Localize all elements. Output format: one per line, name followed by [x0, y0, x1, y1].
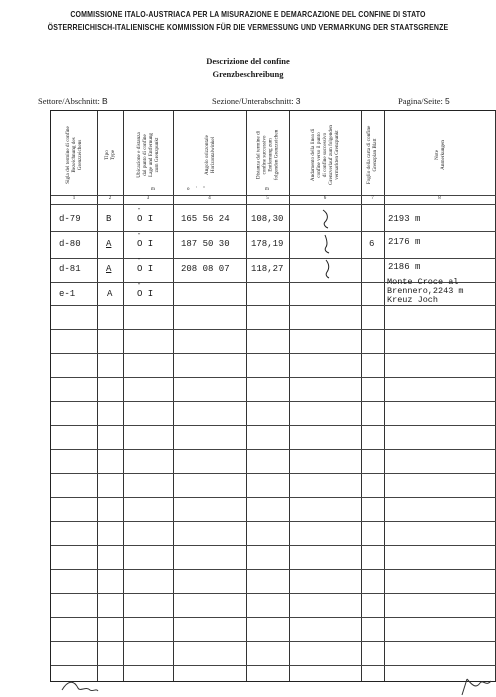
row2-ditto-mark: " — [138, 233, 141, 239]
row3-sigla: d-81 — [59, 264, 81, 274]
column-3-heading: Ubicazione e distanza dal punto di confine Lage und Entfernung zum Grenzpunkt — [135, 132, 160, 178]
row-rule — [51, 353, 496, 354]
row2-foglio: 6 — [369, 239, 375, 249]
row3-angle: 208 08 07 — [181, 264, 230, 274]
sezione-label: Sezione/Unterabschnitt: — [212, 96, 294, 106]
column-number: 8 — [438, 196, 441, 201]
row-rule — [51, 305, 496, 306]
sezione-field — [212, 96, 301, 106]
commission-header-it: COMMISSIONE ITALO-AUSTRIACA PER LA MISURAZIONE E DEMARCAZIONE DEL CONFINE DI STATO — [70, 11, 426, 20]
row-rule — [51, 569, 496, 570]
column-1-heading: Sigla del termine di confine Bezeichnung des Grenzzeichens — [65, 126, 83, 184]
row2-tipo: A — [106, 239, 112, 249]
row1-tipo: B — [106, 214, 112, 224]
row3-ubicazione: O I — [137, 264, 154, 274]
title-italian: Descrizione del confine — [206, 56, 290, 66]
column-2-heading: Tipo Type — [103, 149, 116, 161]
unit-col5: m — [265, 187, 269, 192]
settore-value: B — [101, 96, 108, 106]
row4-note-line1: Monte Croce al — [387, 277, 459, 287]
unit-col3: m — [151, 187, 155, 192]
row3-distance: 118,27 — [251, 264, 284, 274]
column-6-heading: Andamento della linea di confine verso il punto di confine successivo Grenzverlauf zum folgenden vermarkten Grenzpunkt — [309, 125, 340, 185]
row-rule — [51, 665, 496, 666]
row-rule — [51, 593, 496, 594]
row4-sigla: e-1 — [59, 289, 76, 299]
row-rule — [51, 401, 496, 402]
row1-ubicazione: O I — [137, 214, 154, 224]
settore-field — [38, 96, 108, 106]
colnum-rule — [51, 204, 496, 205]
settore-label: Settore/Abschnitt: — [38, 96, 100, 106]
column-7-heading: Foglio della carta di confine Grenzplan Blatt — [366, 125, 379, 185]
column-4-heading: Angolo orizzontale Horizontalwinkel — [203, 135, 216, 175]
column-number: 5 — [266, 196, 269, 201]
row2-distance: 178,19 — [251, 239, 284, 249]
boundary-course-mark — [319, 209, 333, 229]
row-rule — [51, 449, 496, 450]
sezione-value: 3 — [295, 96, 301, 106]
row4-note-line3: Kreuz Joch — [387, 295, 439, 305]
column-number: 6 — [323, 196, 327, 201]
column-number: 2 — [108, 196, 112, 201]
column-number: 1 — [72, 196, 76, 201]
row-rule — [51, 231, 496, 232]
row-rule — [51, 641, 496, 642]
signature-mark-right — [458, 675, 494, 697]
row-rule — [51, 473, 496, 474]
row3-note: 2186 m — [388, 262, 421, 272]
row4-ubicazione: O I — [137, 289, 154, 299]
row3-ditto-mark: " — [138, 258, 141, 264]
column-5-heading: Distanza dal termine di confine successivo Entfernung zum folgenden Grenzzeichen — [255, 129, 280, 181]
row4-ditto-mark: " — [138, 283, 141, 289]
pagina-label: Pagina/Seite: — [398, 96, 443, 106]
row2-note: 2176 m — [388, 237, 421, 247]
row-rule — [51, 377, 496, 378]
signature-mark-left — [60, 676, 100, 696]
title-german: Grenzbeschreibung — [212, 69, 284, 79]
row-rule — [51, 258, 496, 259]
row-rule — [51, 329, 496, 330]
row2-ubicazione: O I — [137, 239, 154, 249]
column-number: 4 — [208, 196, 211, 201]
row2-sigla: d-80 — [59, 239, 81, 249]
row-rule — [51, 545, 496, 546]
column-number: 7 — [371, 196, 374, 201]
boundary-course-mark — [321, 259, 335, 279]
boundary-description-table — [50, 110, 496, 682]
row3-tipo: A — [106, 264, 112, 274]
row2-angle: 187 50 30 — [181, 239, 230, 249]
pagina-field — [398, 96, 450, 106]
row-rule — [51, 521, 496, 522]
boundary-course-mark — [319, 234, 333, 254]
row1-note: 2193 m — [388, 214, 421, 224]
row-rule — [51, 617, 496, 618]
unit-col4: o ' " — [187, 187, 205, 192]
row4-tipo: A — [107, 289, 113, 299]
row1-distance: 108,30 — [251, 214, 284, 224]
commission-header-de: ÖSTERREICHISCH-ITALIENISCHE KOMMISSION FÜR DIE VERMESSUNG UND VERMARKUNG DER STAATSGRENZE — [47, 24, 449, 33]
column-number: 3 — [146, 196, 150, 201]
column-8-heading: Note Anmerkungen — [433, 140, 446, 170]
pagina-value: 5 — [444, 96, 450, 106]
row-rule — [51, 497, 496, 498]
row-rule — [51, 425, 496, 426]
row1-sigla: d-79 — [59, 214, 81, 224]
row1-angle: 165 56 24 — [181, 214, 230, 224]
row1-ditto-mark: " — [138, 208, 141, 214]
row4-note-line2: Brennero,2243 m — [387, 286, 464, 296]
